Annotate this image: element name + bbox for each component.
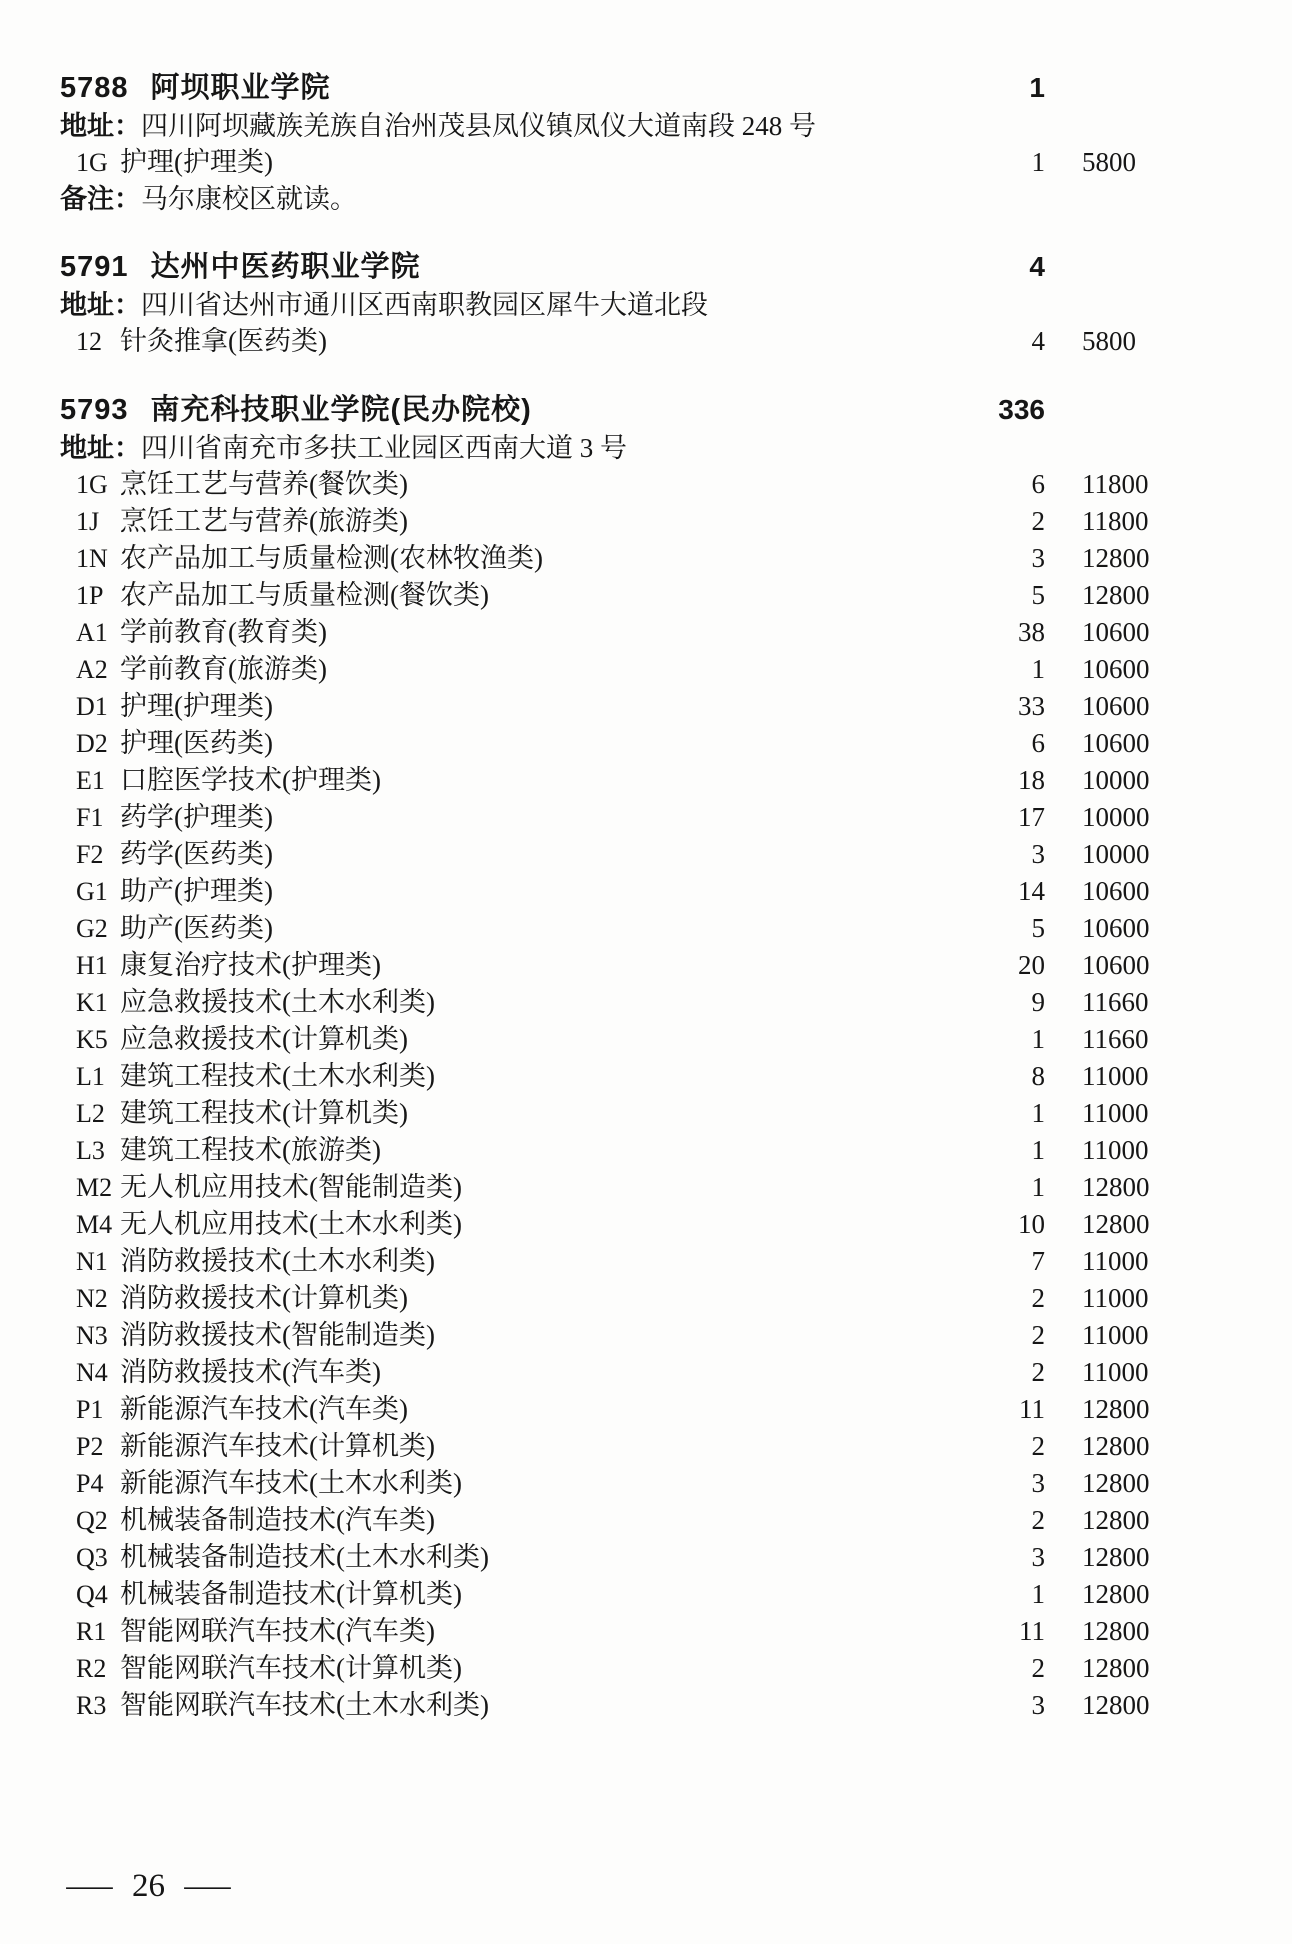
major-row: [60, 540, 1155, 577]
major-code: M2: [76, 1173, 113, 1202]
major-row: [60, 1576, 1155, 1613]
major-name: 机械装备制造技术(土木水利类): [120, 1542, 489, 1572]
page-content: [60, 68, 1155, 1754]
major-code: P4: [76, 1469, 104, 1498]
major-code: M4: [76, 1210, 113, 1239]
major-count: 2: [1031, 1320, 1045, 1350]
major-code: A2: [76, 655, 108, 684]
major-name: 建筑工程技术(计算机类): [120, 1098, 408, 1128]
major-fee: 11000: [1082, 1061, 1149, 1091]
major-count: 5: [1031, 913, 1045, 943]
major-name: 机械装备制造技术(计算机类): [120, 1579, 462, 1609]
major-row: [60, 762, 1155, 799]
major-name: 康复治疗技术(护理类): [120, 950, 381, 980]
major-name: 烹饪工艺与营养(旅游类): [120, 506, 408, 536]
college-name: 达州中医药职业学院: [150, 251, 421, 283]
major-fee: 10000: [1082, 765, 1150, 795]
major-count: 3: [1031, 1542, 1045, 1572]
footer-dash-left: —: [66, 1868, 113, 1904]
major-fee: 11000: [1082, 1283, 1149, 1313]
major-code: L1: [76, 1062, 105, 1091]
major-count: 1: [1031, 654, 1045, 684]
major-fee: 11800: [1082, 469, 1149, 499]
major-count: 38: [1018, 617, 1045, 647]
major-code: Q2: [76, 1506, 108, 1535]
major-fee: 12800: [1082, 1209, 1150, 1239]
college-total-count: 4: [1029, 251, 1045, 282]
major-code: 1J: [76, 507, 100, 536]
major-fee: 11000: [1082, 1098, 1149, 1128]
major-code: A1: [76, 618, 108, 647]
major-row: [60, 873, 1155, 910]
major-count: 33: [1018, 691, 1045, 721]
major-count: 2: [1031, 506, 1045, 536]
majors-list: [60, 323, 1155, 360]
major-name: 消防救援技术(智能制造类): [120, 1320, 435, 1350]
college-title: [60, 68, 985, 108]
major-count: 1: [1031, 1579, 1045, 1609]
major-fee: 11800: [1082, 506, 1149, 536]
major-code: N4: [76, 1358, 108, 1387]
major-count: 11: [1019, 1394, 1045, 1424]
major-fee: 10600: [1082, 728, 1150, 758]
major-count: 1: [1031, 1135, 1045, 1165]
major-row: [60, 1280, 1155, 1317]
address-label: 地址：: [60, 433, 141, 463]
college-note-line: [60, 181, 1155, 217]
major-row: [60, 1058, 1155, 1095]
major-row: [60, 577, 1155, 614]
major-name: 药学(医药类): [120, 839, 273, 869]
major-name: 应急救援技术(计算机类): [120, 1024, 408, 1054]
major-fee: 10000: [1082, 802, 1150, 832]
major-name: 消防救援技术(汽车类): [120, 1357, 381, 1387]
college-code: 5788: [60, 72, 129, 104]
major-row: [60, 725, 1155, 762]
major-fee: 5800: [1082, 147, 1136, 177]
college-header: [60, 390, 1155, 430]
major-fee: 10600: [1082, 876, 1150, 906]
major-count: 3: [1031, 1468, 1045, 1498]
major-count: 9: [1031, 987, 1045, 1017]
major-name: 农产品加工与质量检测(农林牧渔类): [120, 543, 543, 573]
major-code: 1N: [76, 544, 108, 573]
major-name: 无人机应用技术(土木水利类): [120, 1209, 462, 1239]
major-fee: 10600: [1082, 950, 1150, 980]
college-header: [60, 68, 1155, 108]
major-row: [60, 651, 1155, 688]
major-row: [60, 1095, 1155, 1132]
college-block: [60, 247, 1155, 360]
major-row: [60, 910, 1155, 947]
college-block: [60, 68, 1155, 217]
major-row: [60, 323, 1155, 360]
major-name: 新能源汽车技术(计算机类): [120, 1431, 435, 1461]
major-row: [60, 466, 1155, 503]
major-code: L2: [76, 1099, 105, 1128]
major-code: 1G: [76, 470, 108, 499]
footer-dash-right: —: [184, 1868, 231, 1904]
major-code: R1: [76, 1617, 107, 1646]
major-code: H1: [76, 951, 108, 980]
major-fee: 11000: [1082, 1246, 1149, 1276]
major-code: K5: [76, 1025, 108, 1054]
major-code: K1: [76, 988, 108, 1017]
page-footer: [66, 1867, 231, 1905]
major-name: 护理(护理类): [120, 147, 273, 177]
major-fee: 12800: [1082, 1542, 1150, 1572]
major-fee: 10600: [1082, 654, 1150, 684]
college-code: 5791: [60, 251, 129, 283]
major-code: Q4: [76, 1580, 108, 1609]
major-fee: 11660: [1082, 1024, 1149, 1054]
major-name: 助产(医药类): [120, 913, 273, 943]
major-count: 10: [1018, 1209, 1045, 1239]
major-fee: 12800: [1082, 1690, 1150, 1720]
major-row: [60, 836, 1155, 873]
major-count: 8: [1031, 1061, 1045, 1091]
note-label: 备注：: [60, 184, 141, 214]
major-name: 药学(护理类): [120, 802, 273, 832]
address-label: 地址：: [60, 290, 141, 320]
major-count: 5: [1031, 580, 1045, 610]
major-fee: 12800: [1082, 543, 1150, 573]
major-code: D2: [76, 729, 108, 758]
major-row: [60, 1650, 1155, 1687]
major-row: [60, 1502, 1155, 1539]
address-text: 四川省达州市通川区西南职教园区犀牛大道北段: [141, 290, 708, 320]
major-count: 2: [1031, 1505, 1045, 1535]
college-header: [60, 247, 1155, 287]
major-count: 7: [1031, 1246, 1045, 1276]
major-count: 2: [1031, 1283, 1045, 1313]
major-count: 17: [1018, 802, 1045, 832]
major-code: E1: [76, 766, 105, 795]
major-count: 11: [1019, 1616, 1045, 1646]
college-name: 阿坝职业学院: [150, 72, 331, 104]
major-code: Q3: [76, 1543, 108, 1572]
major-code: 1G: [76, 148, 108, 177]
address-text: 四川省南充市多扶工业园区西南大道 3 号: [141, 433, 627, 463]
college-title: [60, 390, 985, 430]
college-block: [60, 390, 1155, 1724]
college-code: 5793: [60, 394, 129, 426]
major-code: 1P: [76, 581, 104, 610]
major-name: 机械装备制造技术(汽车类): [120, 1505, 435, 1535]
major-name: 学前教育(旅游类): [120, 654, 327, 684]
major-code: P1: [76, 1395, 104, 1424]
major-row: [60, 1317, 1155, 1354]
major-name: 智能网联汽车技术(计算机类): [120, 1653, 462, 1683]
major-row: [60, 1169, 1155, 1206]
major-fee: 11000: [1082, 1135, 1149, 1165]
major-name: 针灸推拿(医药类): [120, 326, 327, 356]
major-code: F2: [76, 840, 104, 869]
major-count: 3: [1031, 543, 1045, 573]
major-count: 1: [1031, 1024, 1045, 1054]
major-code: 12: [76, 327, 102, 356]
major-row: [60, 1354, 1155, 1391]
major-row: [60, 1021, 1155, 1058]
major-row: [60, 614, 1155, 651]
major-name: 无人机应用技术(智能制造类): [120, 1172, 462, 1202]
major-name: 新能源汽车技术(汽车类): [120, 1394, 408, 1424]
college-total-count: 1: [1029, 72, 1045, 103]
college-name: 南充科技职业学院(民办院校): [150, 394, 532, 426]
major-fee: 11660: [1082, 987, 1149, 1017]
major-code: N2: [76, 1284, 108, 1313]
major-code: L3: [76, 1136, 105, 1165]
major-fee: 10600: [1082, 913, 1150, 943]
major-count: 1: [1031, 147, 1045, 177]
major-fee: 11000: [1082, 1320, 1149, 1350]
major-row: [60, 1428, 1155, 1465]
major-row: [60, 984, 1155, 1021]
major-row: [60, 503, 1155, 540]
major-name: 消防救援技术(计算机类): [120, 1283, 408, 1313]
major-fee: 12800: [1082, 1653, 1150, 1683]
major-fee: 12800: [1082, 580, 1150, 610]
major-row: [60, 1391, 1155, 1428]
major-count: 2: [1031, 1431, 1045, 1461]
college-address-line: [60, 430, 1155, 466]
major-name: 新能源汽车技术(土木水利类): [120, 1468, 462, 1498]
major-row: [60, 1206, 1155, 1243]
college-title: [60, 247, 985, 287]
major-count: 14: [1018, 876, 1045, 906]
major-code: N3: [76, 1321, 108, 1350]
major-row: [60, 1539, 1155, 1576]
major-count: 3: [1031, 1690, 1045, 1720]
major-fee: 12800: [1082, 1394, 1150, 1424]
major-fee: 12800: [1082, 1579, 1150, 1609]
major-code: P2: [76, 1432, 104, 1461]
major-fee: 5800: [1082, 326, 1136, 356]
major-row: [60, 947, 1155, 984]
major-fee: 10600: [1082, 691, 1150, 721]
major-row: [60, 144, 1155, 181]
major-name: 护理(护理类): [120, 691, 273, 721]
major-name: 助产(护理类): [120, 876, 273, 906]
major-name: 农产品加工与质量检测(餐饮类): [120, 580, 489, 610]
major-fee: 12800: [1082, 1616, 1150, 1646]
major-name: 智能网联汽车技术(汽车类): [120, 1616, 435, 1646]
major-count: 2: [1031, 1357, 1045, 1387]
address-text: 四川阿坝藏族羌族自治州茂县凤仪镇凤仪大道南段 248 号: [141, 111, 816, 141]
major-code: R2: [76, 1654, 107, 1683]
college-address-line: [60, 108, 1155, 144]
major-fee: 11000: [1082, 1357, 1149, 1387]
major-name: 消防救援技术(土木水利类): [120, 1246, 435, 1276]
major-name: 烹饪工艺与营养(餐饮类): [120, 469, 408, 499]
major-name: 口腔医学技术(护理类): [120, 765, 381, 795]
major-fee: 12800: [1082, 1505, 1150, 1535]
major-count: 6: [1031, 728, 1045, 758]
major-row: [60, 1243, 1155, 1280]
page-number: 26: [132, 1868, 165, 1904]
major-name: 应急救援技术(土木水利类): [120, 987, 435, 1017]
majors-list: [60, 466, 1155, 1724]
address-label: 地址：: [60, 111, 141, 141]
major-count: 2: [1031, 1653, 1045, 1683]
major-name: 学前教育(教育类): [120, 617, 327, 647]
major-name: 建筑工程技术(旅游类): [120, 1135, 381, 1165]
major-name: 建筑工程技术(土木水利类): [120, 1061, 435, 1091]
major-count: 4: [1031, 326, 1045, 356]
major-count: 1: [1031, 1172, 1045, 1202]
major-row: [60, 688, 1155, 725]
major-code: D1: [76, 692, 108, 721]
major-row: [60, 1613, 1155, 1650]
college-total-count: 336: [998, 394, 1045, 425]
major-count: 18: [1018, 765, 1045, 795]
major-row: [60, 1687, 1155, 1724]
major-fee: 12800: [1082, 1468, 1150, 1498]
major-row: [60, 1132, 1155, 1169]
major-row: [60, 799, 1155, 836]
majors-list: [60, 144, 1155, 181]
major-fee: 12800: [1082, 1431, 1150, 1461]
note-text: 马尔康校区就读。: [141, 184, 357, 214]
major-count: 3: [1031, 839, 1045, 869]
major-count: 20: [1018, 950, 1045, 980]
major-count: 1: [1031, 1098, 1045, 1128]
major-code: R3: [76, 1691, 107, 1720]
major-code: F1: [76, 803, 104, 832]
major-count: 6: [1031, 469, 1045, 499]
major-code: N1: [76, 1247, 108, 1276]
major-code: G2: [76, 914, 108, 943]
major-fee: 10600: [1082, 617, 1150, 647]
major-name: 智能网联汽车技术(土木水利类): [120, 1690, 489, 1720]
major-code: G1: [76, 877, 108, 906]
major-row: [60, 1465, 1155, 1502]
major-fee: 12800: [1082, 1172, 1150, 1202]
college-address-line: [60, 287, 1155, 323]
major-name: 护理(医药类): [120, 728, 273, 758]
major-fee: 10000: [1082, 839, 1150, 869]
